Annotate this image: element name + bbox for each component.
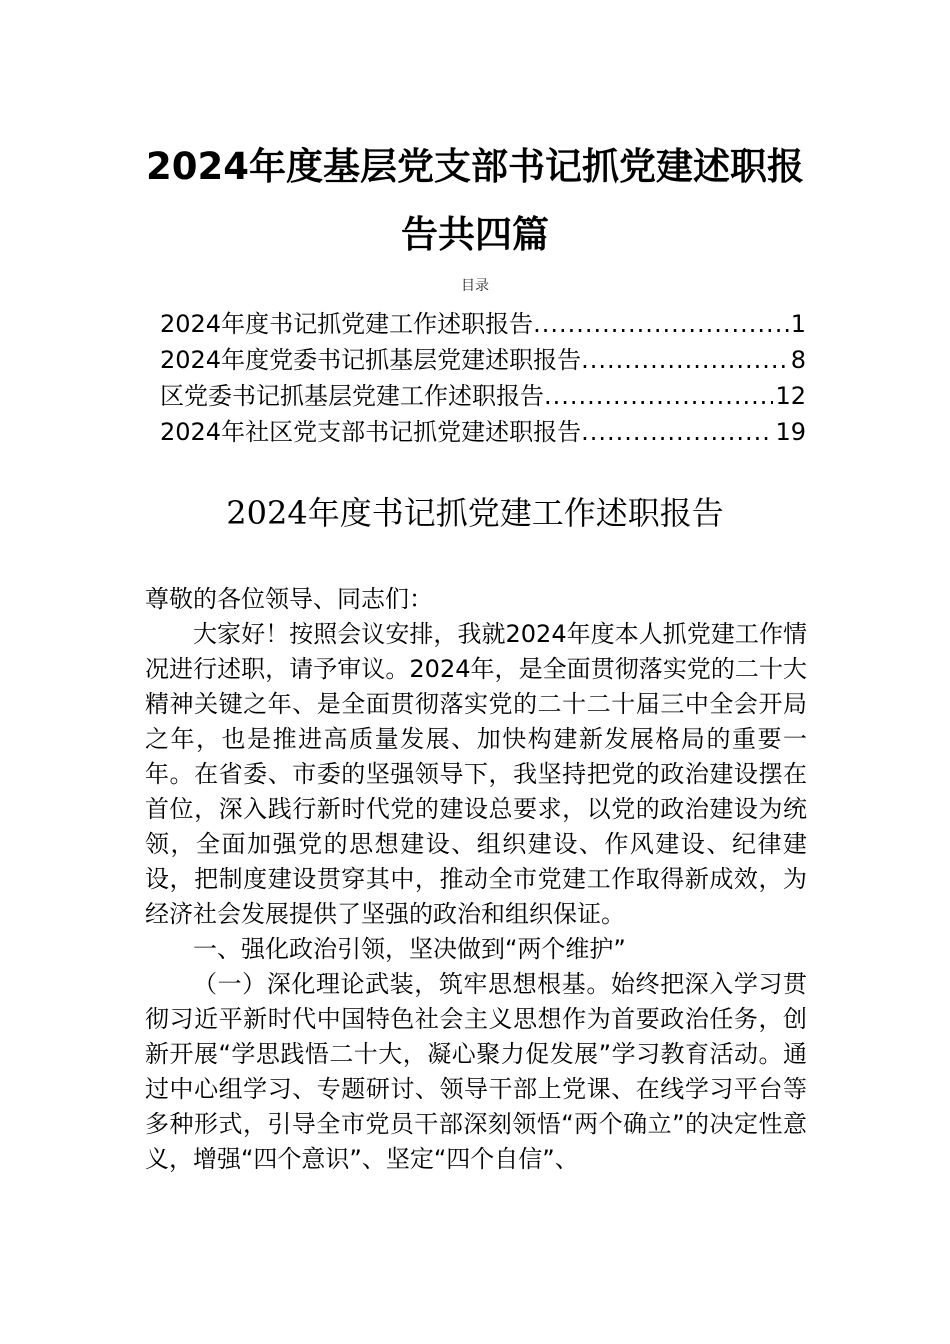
body-paragraph: 大家好！按照会议安排，我就2024年度本人抓党建工作情况进行述职，请予审议。2024年，是全面贯彻落实党的二十大精神关键之年、是全面贯彻落实党的二十二十届三中全会开局之年，也是推进高质量发展、加快构建新发展格局的重要一年。在省委、市委的坚强领导下，我坚持把党的政治建设摆在首位，深入践行新时代党的建设总要求，以党的政治建设为统领，全面加强党的思想建设、组织建设、作风建设、纪律建设，把制度建设贯穿其中，推动全市党建工作取得新成效，为经济社会发展提供了坚强的政治和组织保证。 (145, 620, 807, 928)
section-heading: 一、强化政治引领，坚决做到“两个维护” (193, 935, 626, 963)
document-title-line-2: 告共四篇 (401, 213, 549, 256)
toc-entry-page: 8 (790, 346, 806, 374)
toc-entry[interactable] (160, 342, 806, 378)
toc-entry-title: 区党委书记抓基层党建工作述职报告 (160, 382, 544, 410)
toc-entry-title: 2024年度书记抓党建工作述职报告 (160, 310, 534, 338)
table-of-contents (160, 306, 806, 450)
toc-entry-page: 19 (775, 418, 806, 446)
toc-entry[interactable] (160, 306, 806, 342)
toc-dot-leader (533, 306, 789, 342)
toc-entry[interactable] (160, 378, 806, 414)
toc-dot-leader (581, 342, 789, 378)
document-body (145, 582, 807, 1177)
toc-dot-leader (581, 414, 773, 450)
toc-entry-title: 2024年度党委书记抓基层党建述职报告 (160, 346, 582, 374)
toc-heading: 目录 (461, 278, 489, 294)
document-title-line-1: 2024年度基层党支部书记抓党建述职报 (146, 145, 804, 188)
toc-entry-title: 2024年社区党支部书记抓党建述职报告 (160, 418, 582, 446)
toc-entry[interactable] (160, 414, 806, 450)
toc-entry-page: 1 (790, 310, 806, 338)
salutation: 尊敬的各位领导、同志们： (145, 585, 433, 613)
body-paragraph: （一）深化理论武装，筑牢思想根基。始终把深入学习贯彻习近平新时代中国特色社会主义思想作为首要政治任务，创新开展“学思践悟二十大，凝心聚力促发展”学习教育活动。通过中心组学习、专题研讨、领导干部上党课、在线学习平台等多种形式，引导全市党员干部深刻领悟“两个确立”的决定性意义，增强“四个意识”、坚定“四个自信”、 (145, 970, 807, 1173)
toc-entry-page: 12 (775, 382, 806, 410)
section-title: 2024年度书记抓党建工作述职报告 (226, 494, 724, 532)
toc-dot-leader (544, 378, 773, 414)
